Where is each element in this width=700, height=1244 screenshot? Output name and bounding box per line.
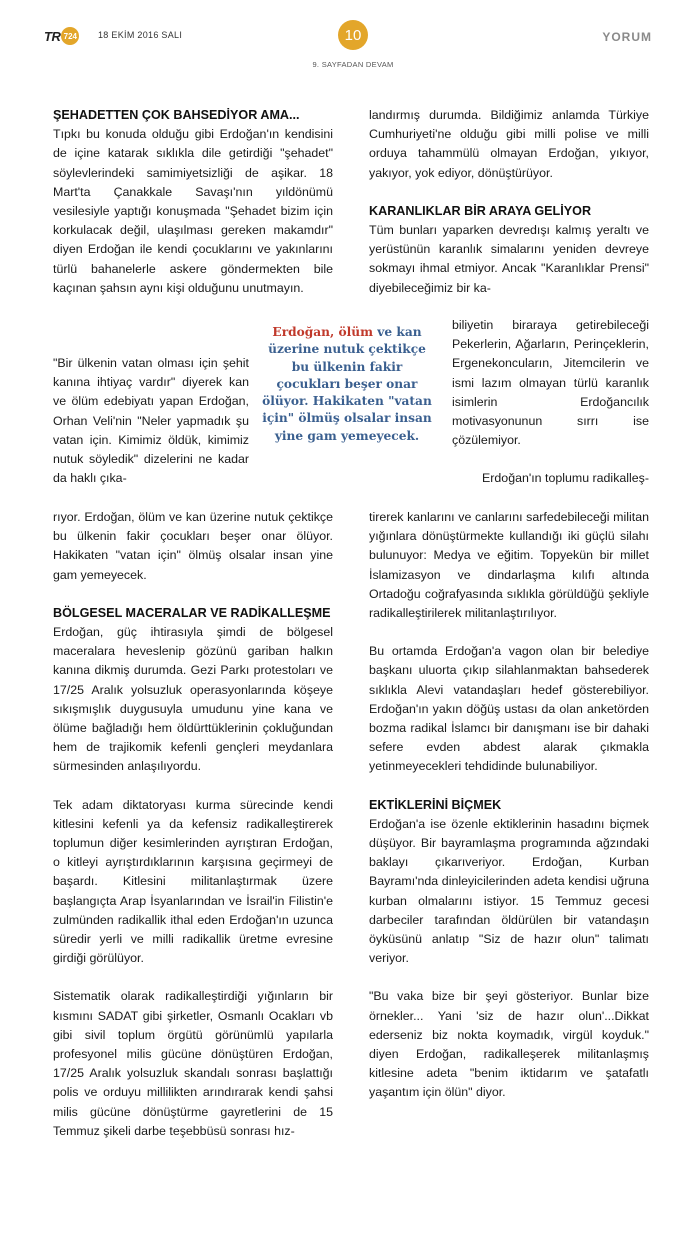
left-column-narrow (53, 354, 249, 488)
paragraph: Bu ortamda Erdoğan'a vagon olan bir belediye başkanı uluorta çıkıp silahlanmaktan bahsederek sıklıkla Alevi vatandaşları hedef gösterebiliyor. Erdoğan'ın yakın döğüş ustası da olan anketörden bozma radikal İslamcı bir danışmanı ise bir dahaki sefere evden abdest alarak çıkmakla yetinmeyecekleri tehdidinde bulunabiliyor. (369, 644, 649, 774)
right-column-bottom (369, 508, 649, 1103)
paragraph: Erdoğan, güç ihtirasıyla şimdi de bölgesel maceralara heveslenip gözünü gariban halkın kanına dikmiş durumda. Gezi Parkı protestoları ve 17/25 Aralık yolsuzluk operasyonlarında köşeye sıkışmışlık duygusuyla umudunu yine kana ve ölüme bağladığı hem öldürttüklerinin çokluğundan hem de trajikomik kefenli gençleri meydanlara sürmesinden anlaşılıyordu. (53, 625, 333, 774)
paragraph: biliyetin biraraya getirebileceği Pekerlerin, Ağarların, Perinçeklerin, Ergenekoncuların, Jitemcilerin ve ismi lazım olmayan türlü karanlık isimlerin Erdoğancılık motivasyonunun sırrı ise çözülemiyor. (452, 318, 649, 448)
tr724-logo (44, 27, 79, 45)
paragraph: Tüm bunları yaparken devredışı kalmış yeraltı ve yerüstünün karanlık simalarını yeniden devreye sokmayı ihmal etmiyor. Ancak "Karanlıklar Prensi" diyebileceğimiz bir ka- (369, 223, 649, 295)
paragraph: Erdoğan'ın toplumu radikalleş- (482, 471, 649, 486)
pull-quote-text: ve kan üzerine nutuk çektikçe bu ülkenin fakir çocukları beşer onar ölüyor. Hakikaten "vatan için" ölmüş olsalar insan yine gam yemeyecek. (262, 325, 432, 443)
left-column-bottom (53, 508, 333, 1141)
pull-quote (262, 324, 432, 445)
heading-bolgesel: BÖLGESEL MACERALAR VE RADİKALLEŞME (53, 605, 331, 620)
paragraph: tirerek kanlarını ve canlarını sarfedebileceği militan yığınlara dönüştürmekte kullandığı iki güçlü silahı bulunuyor: Medya ve eğitim. Topyekün bir millet İslamizasyon ve dindarlaşma kılıfı altında Ortadoğu coğrafyasında sıklıkla görüldüğü şekliyle radikalleştirilerek militanlaştırılıyor. (369, 510, 649, 621)
pull-quote-highlight: Erdoğan, ölüm (272, 325, 374, 339)
paragraph: rıyor. Erdoğan, ölüm ve kan üzerine nutuk çektikçe bu ülkenin fakir çocukları beşer onar ölüyor. Hakikaten "vatan için" ölmüş olsalar insan yine gam yemeyecek. (53, 510, 333, 582)
heading-sehadet: ŞEHADETTEN ÇOK BAHSEDİYOR AMA... (53, 108, 300, 122)
page-header (0, 0, 700, 70)
left-column-top (53, 106, 333, 298)
logo-text: TR (44, 28, 61, 44)
paragraph: Erdoğan'a ise özenle ektiklerinin hasadını biçmek düşüyor. Bir bayramlaşma programında ağzındaki baklayı çıkarıveriyor. Erdoğan, Kurban Bayramı'nda dinleyicilerinden adeta kendisi uğruna kurban olmalarını istiyor. 15 Temmuz gecesi darbeciler tarafından öldürülen bir vatandaşın öyküsünü anlatıp "Siz de hazır olun" talimatı veriyor. (369, 816, 649, 966)
issue-date: 18 EKİM 2016 SALI (98, 30, 183, 40)
right-column-top (369, 106, 649, 298)
logo-badge: 724 (61, 27, 79, 45)
paragraph: Tıpkı bu konuda olduğu gibi Erdoğan'ın kendisini de içine katarak sıklıkla dile getirdiği "şehadet" söylevlerindeki samimiyetsizliği de aşikar. 18 Mart'ta Çanakkale Savaşı'nın yıldönümü vesilesiyle yaptığı konuşmada "Şehadet bizim için korkulacak değil, ulaşılması gereken makamdır" diyen Erdoğan ile kendi çocuklarını ve yakınlarını türlü bahanelerle askere göndermekten bile kaçınan şahsın aynı kişi olduğunu unutmayın. (53, 127, 333, 295)
page-number: 10 (338, 20, 368, 50)
section-title: YORUM (602, 30, 652, 44)
heading-ektiklerini: EKTİKLERİNİ BİÇMEK (369, 797, 502, 812)
right-column-narrow (452, 316, 649, 489)
heading-karanliklar: KARANLIKLAR BİR ARAYA GELİYOR (369, 203, 592, 218)
paragraph: landırmış durumda. Bildiğimiz anlamda Türkiye Cumhuriyeti'ne olduğu gibi milli polise ve milli orduya tahammülü olmayan Erdoğan, yıkıyor, yakıyor, yok ediyor, dönüştürüyor. (369, 108, 649, 180)
paragraph: "Bu vaka bize bir şeyi gösteriyor. Bunlar bize örnekler... Yani 'siz de hazır olun'...Dikkat ederseniz biz nokta koymadık, virgül koyduk." diyen Erdoğan, radikalleşerek militanlaşmış kitlesine adeta "benim iktidarım ve şatafatlı yaşantım için ölün" diyor. (369, 989, 649, 1100)
paragraph: Tek adam diktatoryası kurma sürecinde kendi kitlesini kefenli ya da kefensiz radikalleştirerek toplumun diğer kesimlerinden ayrıştıran Erdoğan, o kitleyi ayrıştırdıklarının karşısına geçirmeyi de başardı. Kitlesini militanlaştırmak üzere başlangıçta Arap İsyanlarından ve İsrail'in Filistin'e zulmünden radikallik ithal eden Erdoğan'ın uzunca süredir yerli ve milli radikallik üretme evresine girdiği görülüyor. (53, 797, 333, 966)
paragraph: "Bir ülkenin vatan olması için şehit kanına ihtiyaç vardır" diyerek kan ve ölüm edebiyatı yapan Erdoğan, Orhan Veli'nin "Neler yapmadık şu vatan için. Kimimiz öldük, kimimiz nutuk söyledik" dizelerini ne kadar da haklı çıka- (53, 356, 249, 486)
continued-from: 9. SAYFADAN DEVAM (312, 60, 394, 69)
paragraph: Sistematik olarak radikalleştirdiği yığınların bir kısmını SADAT gibi şirketler, Osmanlı Ocakları vb gibi sivil toplum örgütü görünümlü yapılarla profesyonel milis gücüne dönüştüren Erdoğan, 17/25 Aralık yolsuzluk skandalı sonrası başlattığı polis ve orduyu millilikten arındırarak kendi şahsi milis gücüne dönüştürme gayretlerini de 15 Temmuz şikeli darbe teşebbüsü sonrası hız- (53, 989, 333, 1138)
